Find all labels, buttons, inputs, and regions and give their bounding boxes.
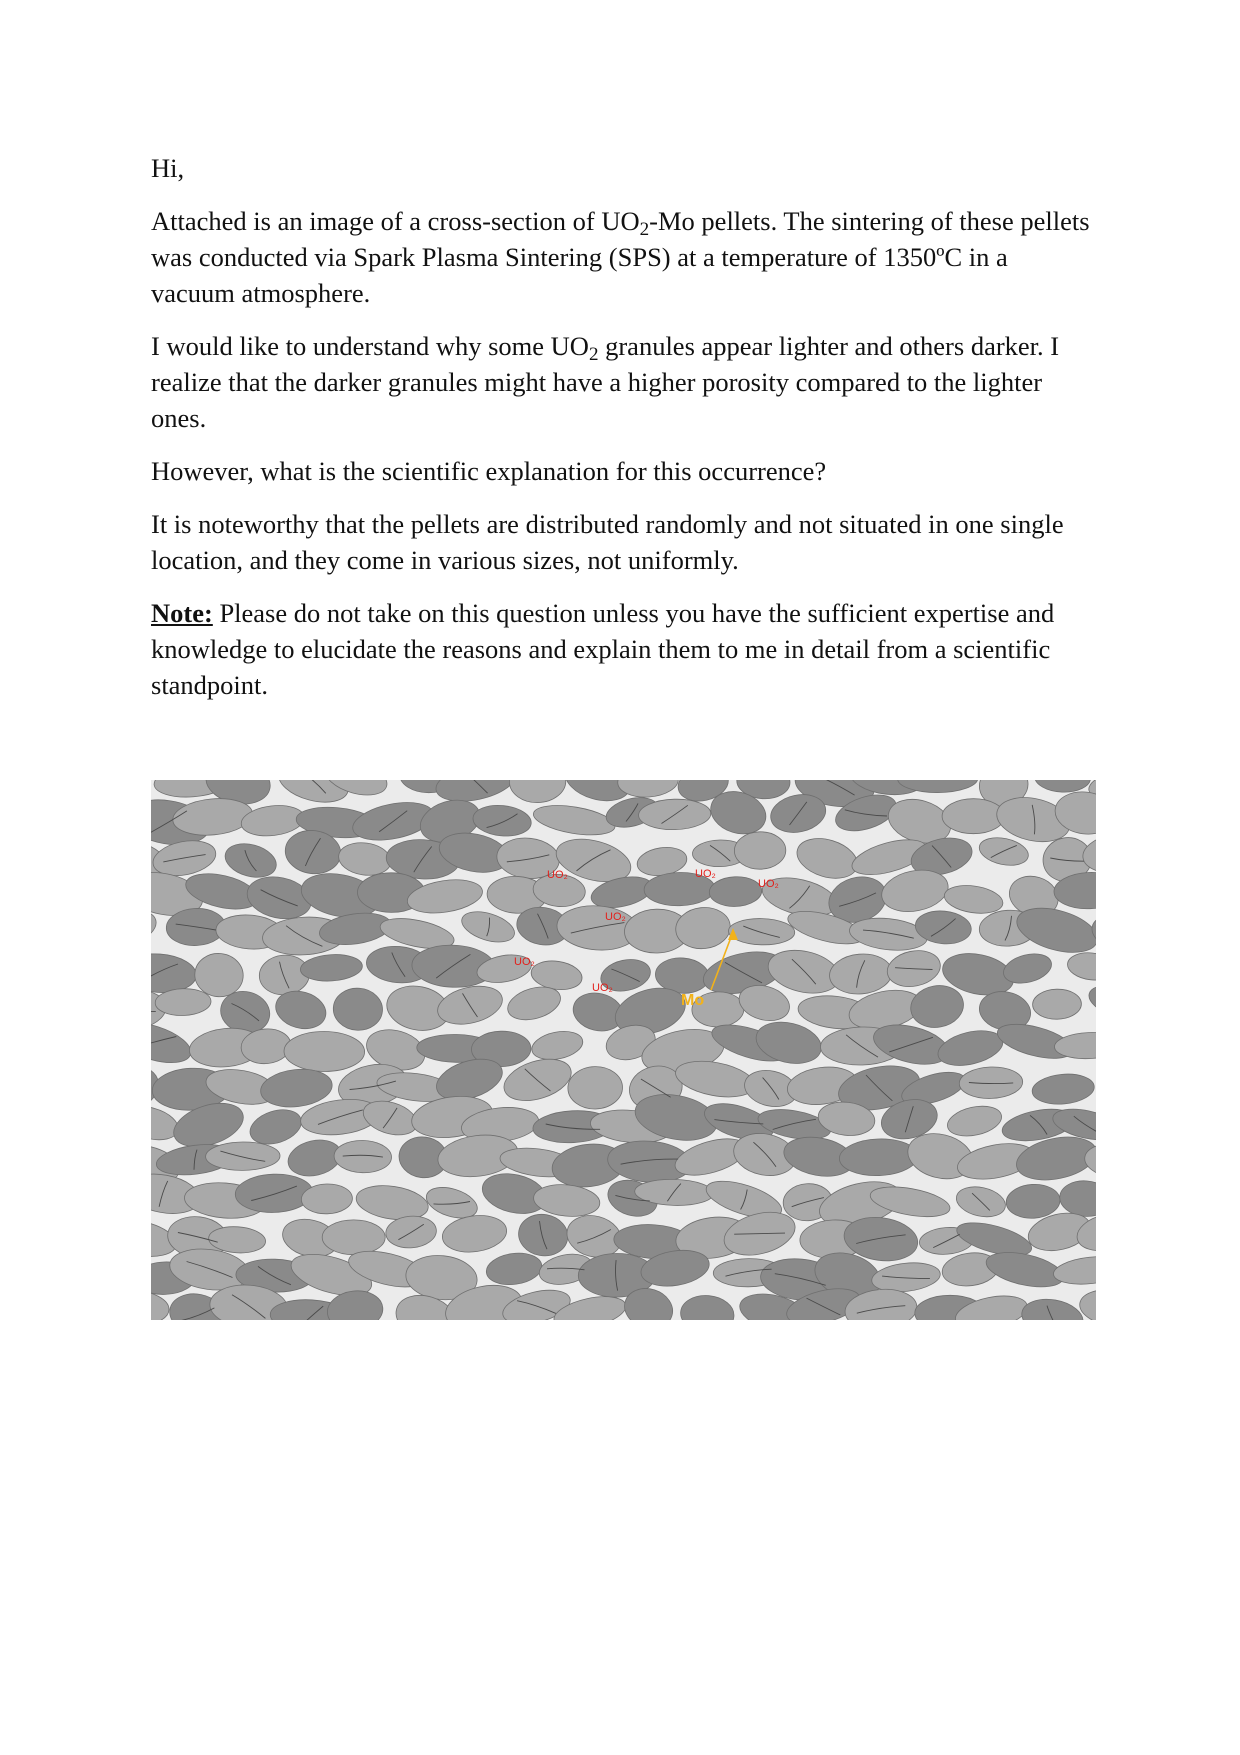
uo2-label: UO₂ (514, 956, 535, 968)
paragraph-question: I would like to understand why some $UO_2$ granules appear lighter and others darker. I realize that the darker granules might have a higher porosity compared to the lighter ones. (151, 331, 1060, 433)
greeting: Hi, (151, 153, 185, 183)
mo-label: Mo (681, 992, 705, 1009)
uo2-label: UO₂ (592, 982, 613, 994)
uo2-label: UO₂ (758, 878, 779, 890)
uo2-label: UO₂ (695, 868, 716, 880)
paragraph-note: Note: Please do not take on this question unless you have the sufficient expertise and knowledge to elucidate the reasons and explain them to me in detail from a scientific standpoint. (151, 598, 1055, 700)
uo2-granule (942, 799, 1005, 834)
paragraph-explanation: However, what is the scientific explanation for this occurrence? (151, 456, 827, 486)
uo2-granule (284, 1031, 365, 1072)
uo2-granule (322, 1220, 385, 1255)
letter-body (151, 150, 1091, 720)
uo2-label: UO₂ (547, 869, 568, 881)
paragraph-attachment: Attached is an image of a cross-section of $UO_2-Mo$ pellets. The sintering of these pellets was conducted via Spark Plasma Sintering (SPS) at a temperature of 1350ºC in a vacuum atmosphere. (151, 206, 1090, 308)
paragraph-distribution: It is noteworthy that the pellets are distributed randomly and not situated in one single location, and they come in various sizes, not uniformly. (151, 509, 1064, 575)
note-label: Note: (151, 598, 213, 628)
granule-field (151, 780, 1096, 1320)
micrograph-figure (151, 780, 1096, 1320)
uo2-granule (734, 831, 786, 869)
sem-micrograph (151, 780, 1096, 1320)
uo2-label: UO₂ (605, 911, 626, 923)
